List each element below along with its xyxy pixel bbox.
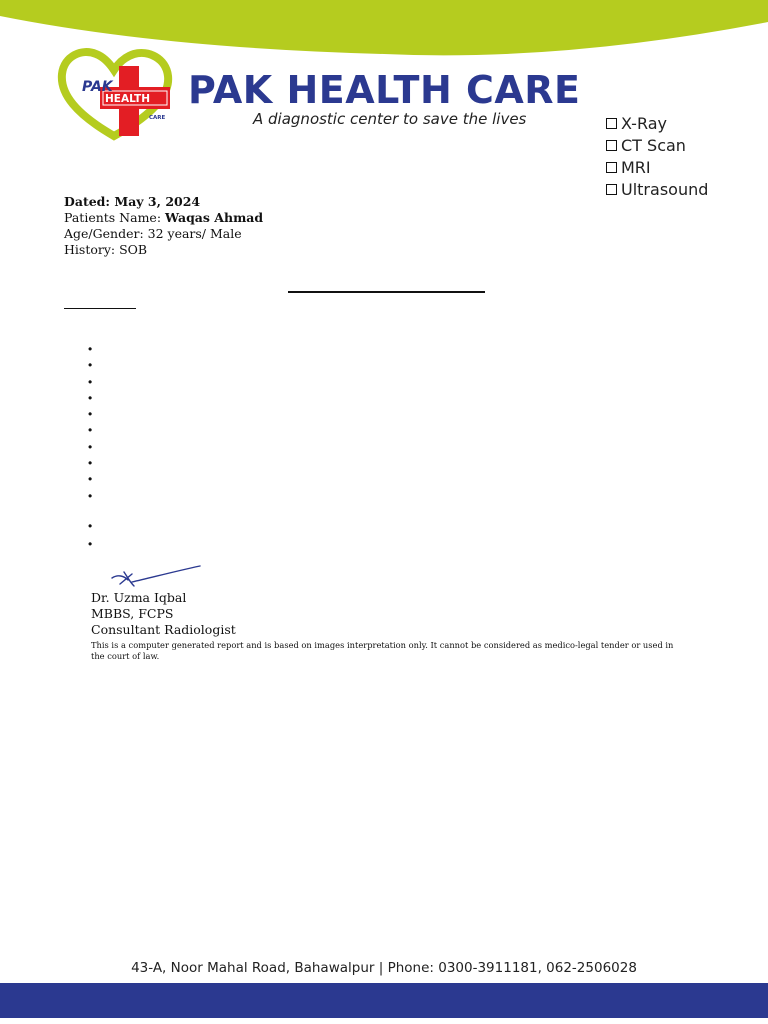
checkbox-icon[interactable] (606, 118, 617, 129)
list-item (88, 374, 92, 390)
logo-text-health: HEALTH (105, 93, 150, 105)
modality-label: CT Scan (621, 135, 686, 155)
patient-history: History: SOB (64, 242, 148, 257)
modality-xray[interactable] (606, 112, 708, 134)
footer-address: 43-A, Noor Mahal Road, Bahawalpur | Phone: 0300-3911181, 062-2506028 (131, 960, 637, 976)
modality-ct-scan[interactable] (606, 134, 708, 156)
doctor-title: Consultant Radiologist (91, 622, 236, 637)
doctor-name: Dr. Uzma Iqbal (91, 590, 187, 605)
patient-name: Patients Name: Waqas Ahmad (64, 210, 264, 225)
list-item (88, 390, 92, 406)
impression-bullet-list (88, 518, 92, 554)
patient-info (64, 194, 263, 258)
modality-label: Ultrasound (621, 179, 709, 199)
list-item (88, 341, 92, 357)
section-heading-underline (64, 308, 136, 309)
modality-mri[interactable] (606, 156, 708, 178)
doctor-degrees: MBBS, FCPS (91, 606, 174, 621)
modality-ultrasound[interactable] (606, 178, 708, 200)
checkbox-icon[interactable] (606, 140, 617, 151)
signature-icon (110, 564, 202, 590)
modality-label: X-Ray (621, 113, 667, 133)
list-item (88, 518, 92, 536)
modality-checklist (606, 112, 708, 200)
report-title-underline (288, 291, 485, 293)
list-item (88, 357, 92, 373)
doctor-signature-block (91, 590, 236, 638)
tagline: A diagnostic center to save the lives (253, 110, 527, 128)
checkbox-icon[interactable] (606, 162, 617, 173)
brand-name: PAK HEALTH CARE (188, 68, 581, 112)
disclaimer: This is a computer generated report and is based on images interpretation only. It cannot be considered as medico-legal tender or used in the court of law. (91, 640, 674, 661)
list-item (88, 422, 92, 438)
modality-label: MRI (621, 157, 651, 177)
list-item (88, 439, 92, 455)
logo-text-care: CARE (149, 115, 166, 121)
findings-bullet-list (88, 341, 92, 504)
report-date: Dated: May 3, 2024 (64, 194, 201, 209)
checkbox-icon[interactable] (606, 184, 617, 195)
heart-cross-logo (56, 44, 174, 142)
list-item (88, 455, 92, 471)
list-item (88, 488, 92, 504)
logo-text-pak: PAK (82, 79, 113, 95)
footer-navy-band (0, 983, 768, 1018)
patient-age-gender: Age/Gender: 32 years/ Male (64, 226, 242, 241)
list-item (88, 406, 92, 422)
list-item (88, 536, 92, 554)
list-item (88, 471, 92, 487)
